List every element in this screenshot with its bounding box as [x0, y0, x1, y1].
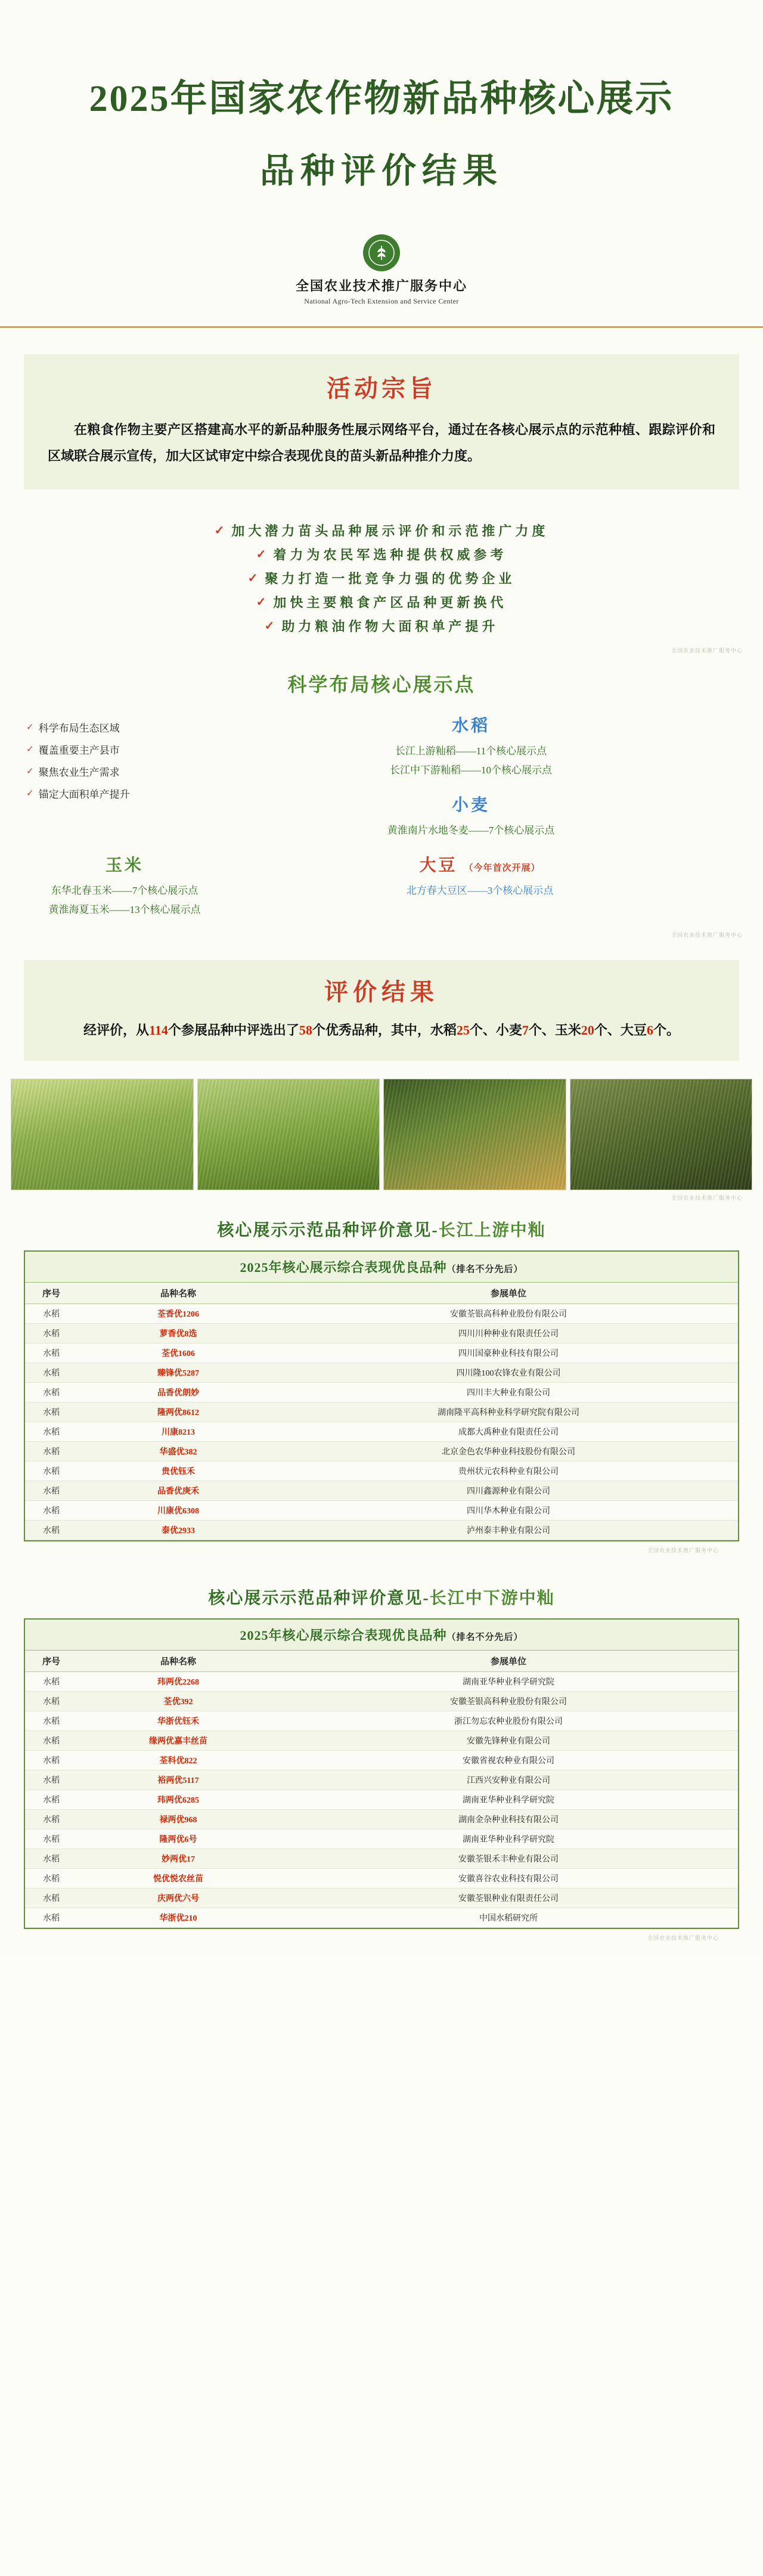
crop-detail: 黄淮南片水地冬麦——7个核心展示点: [387, 825, 555, 836]
cell-unit: 泸州泰丰种业有限公司: [279, 1520, 738, 1540]
cell-unit: 中国水稻研究所: [279, 1908, 738, 1927]
result-text-part: 个优秀品种，其中，水稻: [312, 1023, 457, 1038]
page-subtitle: 品种评价结果: [259, 151, 503, 190]
table-row: [25, 1888, 738, 1908]
table-heading: [24, 1217, 739, 1241]
cell-unit: 四川鑫源种业有限公司: [279, 1481, 738, 1500]
list-item-label: 着力为农民军选种提供权威参考: [273, 547, 507, 562]
cell-variety: 隆两优6号: [77, 1829, 279, 1849]
purpose-panel: [24, 354, 739, 490]
watermark: 全国农业技术推广服务中心: [647, 1934, 719, 1941]
check-mark-icon: ✓: [256, 548, 266, 561]
cell-unit: 贵州状元农科种业有限公司: [279, 1461, 738, 1481]
cell-variety: 庆两优六号: [77, 1888, 279, 1908]
total-varieties-count: 114: [149, 1023, 168, 1038]
cell-unit: 湖南亚华种业科学研究院: [279, 1789, 738, 1809]
list-item: [0, 545, 763, 564]
table-row: [25, 1770, 738, 1789]
check-mark-icon: ✓: [26, 723, 34, 732]
column-header-name: 品种名称: [77, 1651, 279, 1672]
cell-unit: 安徽荃银禾丰种业有限公司: [279, 1849, 738, 1868]
cell-no: 水稻: [25, 1868, 77, 1888]
maize-cob-photo: [383, 1079, 566, 1190]
cell-unit: 四川国豪种业科技有限公司: [279, 1343, 738, 1363]
column-header-no: 序号: [25, 1651, 77, 1672]
cell-variety: 荃优1606: [77, 1343, 279, 1363]
list-item: [26, 742, 205, 757]
cell-unit: 安徽省视农种业有限公司: [279, 1750, 738, 1770]
list-item-label: 加大潜力苗头品种展示评价和示范推广力度: [231, 524, 549, 538]
crop-name: 玉米: [105, 856, 144, 875]
result-title: 评价结果: [324, 979, 439, 1005]
table-row: [25, 1481, 738, 1500]
list-item: [0, 593, 763, 611]
list-item: [26, 720, 205, 735]
list-item-label: 科学布局生态区域: [38, 723, 120, 734]
cell-no: 水稻: [25, 1789, 77, 1809]
cell-unit: 安徽荃银高科种业股份有限公司: [279, 1304, 738, 1323]
crop-block-rice: [205, 713, 737, 776]
layout-principles: [26, 713, 205, 852]
check-mark-icon: ✓: [26, 767, 34, 776]
cell-variety: 裕两优5117: [77, 1770, 279, 1789]
cell-unit: 江西兴安种业有限公司: [279, 1770, 738, 1789]
cell-unit: 四川丰大种业有限公司: [279, 1382, 738, 1402]
result-text-part: 个、玉米: [528, 1023, 581, 1038]
cell-no: 水稻: [25, 1343, 77, 1363]
organization-name: 全国农业技术推广服务中心: [295, 278, 467, 293]
wheat-emblem-icon: [363, 234, 400, 271]
check-mark-icon: ✓: [247, 572, 258, 585]
cell-unit: 湖南金杂种业科技有限公司: [279, 1809, 738, 1829]
table-row: [25, 1809, 738, 1829]
cell-no: 水稻: [25, 1908, 77, 1927]
result-text-part: 个。: [653, 1023, 680, 1038]
cell-no: 水稻: [25, 1481, 77, 1500]
column-header-unit: 参展单位: [279, 1651, 738, 1672]
list-item-label: 助力粮油作物大面积单产提升: [281, 619, 499, 634]
cell-no: 水稻: [25, 1770, 77, 1789]
cell-unit: 安徽先锋种业有限公司: [279, 1730, 738, 1750]
cell-no: 水稻: [25, 1461, 77, 1481]
layout-section: [0, 654, 763, 945]
layout-title: 科学布局核心展示点: [287, 674, 476, 695]
list-item: [0, 521, 763, 540]
table-row: [25, 1789, 738, 1809]
table-row: [25, 1304, 738, 1323]
cell-variety: 禄两优968: [77, 1809, 279, 1829]
cell-unit: 四川川种种业有限责任公司: [279, 1323, 738, 1343]
cell-no: 水稻: [25, 1849, 77, 1868]
cell-variety: 臻锋优5287: [77, 1363, 279, 1382]
page-title: 2025年国家农作物新品种核心展示: [89, 79, 674, 119]
table-section-upper-yangtze: [0, 1202, 763, 1554]
list-item: [26, 764, 205, 779]
table-heading-prefix: 核心展示示范品种评价意见-: [208, 1589, 430, 1608]
cell-no: 水稻: [25, 1402, 77, 1422]
cell-variety: 泰优2933: [77, 1520, 279, 1540]
table-section-mid-lower-yangtze: [0, 1569, 763, 1942]
rice-count: 25: [456, 1023, 470, 1038]
cell-unit: 四川隆100农锋农业有限公司: [279, 1363, 738, 1382]
table-row: [25, 1908, 738, 1927]
cell-no: 水稻: [25, 1441, 77, 1461]
table-row: [25, 1520, 738, 1540]
table-row: [25, 1382, 738, 1402]
table-caption-note: （排名不分先后）: [446, 1264, 523, 1274]
cell-variety: 华浙优钰禾: [77, 1711, 279, 1730]
cell-unit: 安徽喜谷农业科技有限公司: [279, 1868, 738, 1888]
table-row: [25, 1711, 738, 1730]
purpose-text: 在粮食作物主要产区搭建高水平的新品种服务性展示网络平台，通过在各核心展示点的示范种植、跟踪评价和区域联合展示宣传，加大区试审定中综合表现优良的苗头新品种推介力度。: [48, 422, 715, 463]
crop-name-text: 大豆: [419, 856, 458, 875]
table-heading-region: 长江中下游中籼: [429, 1589, 555, 1608]
photo-strip: [0, 1064, 763, 1194]
cell-no: 水稻: [25, 1888, 77, 1908]
cell-no: 水稻: [25, 1691, 77, 1711]
table-caption-note: （排名不分先后）: [446, 1632, 523, 1642]
crop-block-soybean: [223, 852, 737, 901]
cell-variety: 贵优钰禾: [77, 1461, 279, 1481]
result-panel: [24, 960, 739, 1061]
purpose-checklist: [0, 496, 763, 646]
document-header: [0, 0, 763, 328]
cell-no: 水稻: [25, 1750, 77, 1770]
crop-detail: 东华北春玉米——7个核心展示点: [51, 885, 198, 896]
table-heading-region: 长江上游中籼: [438, 1221, 546, 1240]
check-mark-icon: ✓: [214, 524, 225, 537]
cell-variety: 荃优392: [77, 1691, 279, 1711]
table-row: [25, 1500, 738, 1520]
soy-count: 6: [646, 1023, 653, 1038]
check-mark-icon: ✓: [256, 596, 266, 609]
cell-no: 水稻: [25, 1671, 77, 1691]
cell-variety: 隆两优8612: [77, 1402, 279, 1422]
list-item-label: 聚力打造一批竞争力强的优势企业: [265, 571, 516, 586]
cell-variety: 萝香优8选: [77, 1323, 279, 1343]
result-text-part: 个、小麦: [469, 1023, 522, 1038]
watermark: 全国农业技术推广服务中心: [671, 648, 743, 654]
table-caption: [25, 1252, 738, 1283]
crop-block-maize: [26, 852, 223, 920]
cell-no: 水稻: [25, 1500, 77, 1520]
list-item-label: 覆盖重要主产县市: [38, 745, 120, 756]
rice-field-photo: [11, 1079, 194, 1190]
check-mark-icon: ✓: [26, 745, 34, 754]
cell-unit: 安徽荃银高科种业股份有限公司: [279, 1691, 738, 1711]
result-text-part: 个参展品种中评选出了: [168, 1023, 299, 1038]
cell-unit: 湖南隆平高科种业科学研究院有限公司: [279, 1402, 738, 1422]
table-row: [25, 1671, 738, 1691]
purpose-section: [0, 328, 763, 496]
cell-unit: 四川华木种业有限公司: [279, 1500, 738, 1520]
table-row: [25, 1829, 738, 1849]
cell-variety: 妙两优17: [77, 1849, 279, 1868]
wheat-count: 7: [522, 1023, 529, 1038]
table-header-row: [25, 1283, 738, 1304]
table-row: [25, 1461, 738, 1481]
crop-name-note: （今年首次开展）: [464, 863, 541, 873]
cell-no: 水稻: [25, 1520, 77, 1540]
cell-unit: 湖南亚华种业科学研究院: [279, 1671, 738, 1691]
cell-no: 水稻: [25, 1711, 77, 1730]
list-item-label: 加快主要粮食产区品种更新换代: [273, 595, 507, 610]
result-text-part: 经评价，从: [83, 1023, 150, 1038]
wheat-field-photo: [197, 1079, 380, 1190]
cell-unit: 安徽荃银种业有限责任公司: [279, 1888, 738, 1908]
maize-count: 20: [581, 1023, 594, 1038]
cell-no: 水稻: [25, 1304, 77, 1323]
organization-block: [0, 234, 763, 306]
soybean-field-photo: [570, 1079, 753, 1190]
check-mark-icon: ✓: [26, 789, 34, 798]
crop-name: 水稻: [451, 717, 490, 735]
cell-variety: 川康8213: [77, 1422, 279, 1441]
table-row: [25, 1402, 738, 1422]
column-header-no: 序号: [25, 1283, 77, 1304]
column-header-unit: 参展单位: [279, 1283, 738, 1304]
cell-unit: 成都大禹种业有限责任公司: [279, 1422, 738, 1441]
table-caption: [25, 1620, 738, 1651]
list-item-label: 锚定大面积单产提升: [38, 789, 130, 800]
table-caption-text: 2025年核心展示综合表现优良品种: [240, 1627, 447, 1643]
list-item: [0, 617, 763, 635]
table-caption-text: 2025年核心展示综合表现优良品种: [240, 1259, 447, 1275]
crop-detail: 长江中下游籼稻——10个核心展示点: [390, 764, 552, 776]
table-heading-prefix: 核心展示示范品种评价意见-: [217, 1221, 439, 1240]
cell-variety: 玮两优2268: [77, 1671, 279, 1691]
cell-unit: 浙江勿忘农种业股份有限公司: [279, 1711, 738, 1730]
table-row: [25, 1422, 738, 1441]
cell-variety: 品香优朗妙: [77, 1382, 279, 1402]
table-row: [25, 1849, 738, 1868]
crop-block-wheat: [205, 792, 737, 837]
list-item-label: 聚焦农业生产需求: [38, 767, 120, 778]
table-row: [25, 1868, 738, 1888]
cell-no: 水稻: [25, 1809, 77, 1829]
cell-variety: 川康优6308: [77, 1500, 279, 1520]
selected-count: 58: [299, 1023, 312, 1038]
watermark: 全国农业技术推广服务中心: [671, 1194, 743, 1201]
table-row: [25, 1441, 738, 1461]
cell-no: 水稻: [25, 1422, 77, 1441]
organization-name-en: National Agro-Tech Extension and Service Center: [304, 297, 459, 305]
cell-variety: 悦优悦农丝苗: [77, 1868, 279, 1888]
check-mark-icon: ✓: [264, 620, 275, 633]
table-row: [25, 1343, 738, 1363]
column-header-name: 品种名称: [77, 1283, 279, 1304]
watermark: 全国农业技术推广服务中心: [671, 932, 743, 938]
list-item: [0, 569, 763, 587]
cell-variety: 玮两优6285: [77, 1789, 279, 1809]
cell-unit: 湖南亚华种业科学研究院: [279, 1829, 738, 1849]
result-text-part: 个、大豆: [594, 1023, 647, 1038]
cell-no: 水稻: [25, 1323, 77, 1343]
crop-detail: 北方春大豆区——3个核心展示点: [406, 885, 554, 896]
cell-unit: 北京金色农华种业科技股份有限公司: [279, 1441, 738, 1461]
cell-variety: 荃香优1206: [77, 1304, 279, 1323]
purpose-title: 活动宗旨: [327, 375, 436, 402]
result-text: [48, 1018, 715, 1043]
cell-no: 水稻: [25, 1382, 77, 1402]
cell-no: 水稻: [25, 1829, 77, 1849]
table-row: [25, 1730, 738, 1750]
cell-no: 水稻: [25, 1730, 77, 1750]
list-item: [26, 786, 205, 801]
cell-no: 水稻: [25, 1363, 77, 1382]
crop-detail: 黄淮海夏玉米——13个核心展示点: [48, 904, 201, 915]
cell-variety: 华浙优210: [77, 1908, 279, 1927]
table-row: [25, 1363, 738, 1382]
table-row: [25, 1323, 738, 1343]
cell-variety: 缘两优嘉丰丝苗: [77, 1730, 279, 1750]
crop-name: 小麦: [451, 796, 490, 815]
cell-variety: 荃科优822: [77, 1750, 279, 1770]
table-heading: [24, 1585, 739, 1609]
cell-variety: 华盛优382: [77, 1441, 279, 1461]
crop-name: [223, 852, 737, 876]
table-row: [25, 1750, 738, 1770]
varieties-table: [25, 1283, 738, 1540]
table-row: [25, 1691, 738, 1711]
result-section: [0, 945, 763, 1064]
cell-variety: 品香优庚禾: [77, 1481, 279, 1500]
table-header-row: [25, 1651, 738, 1672]
watermark: 全国农业技术推广服务中心: [647, 1547, 719, 1553]
crop-detail: 长江上游籼稻——11个核心展示点: [395, 745, 547, 757]
varieties-table: [25, 1651, 738, 1928]
